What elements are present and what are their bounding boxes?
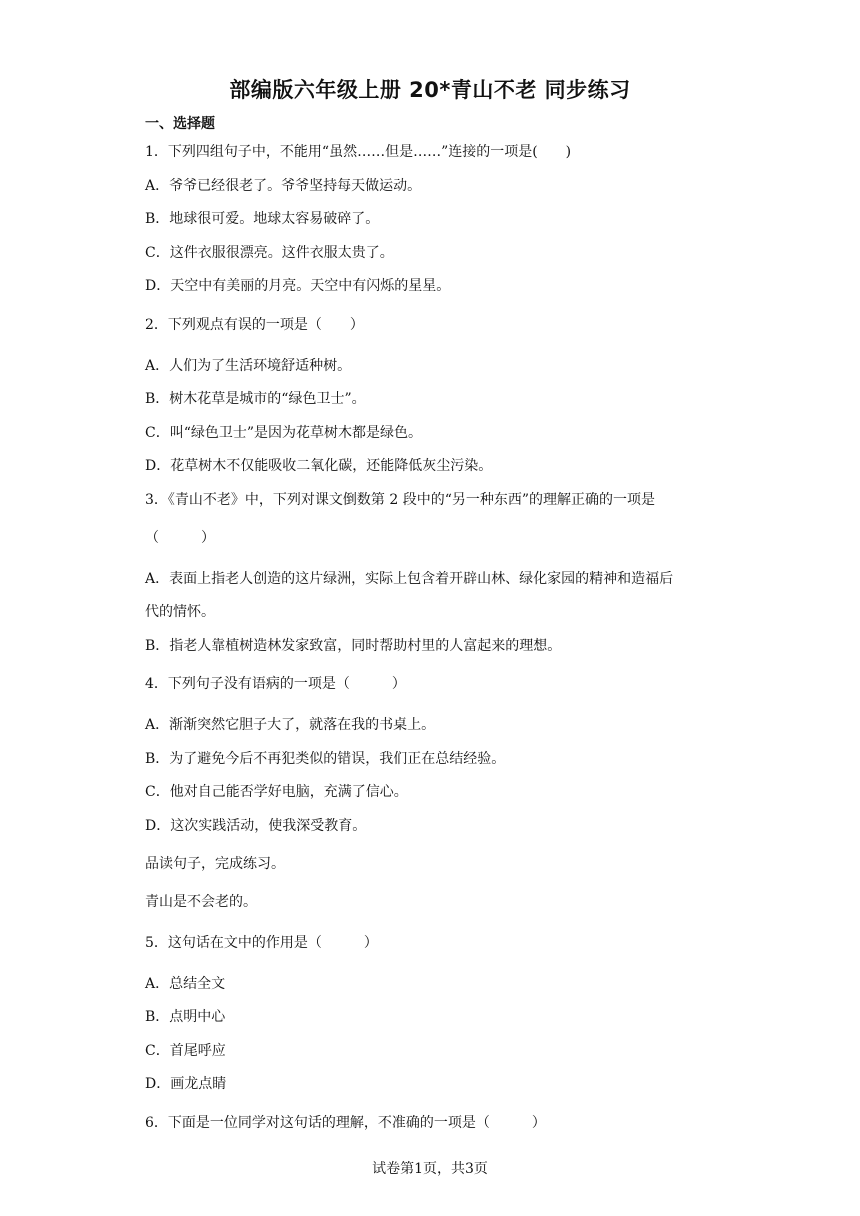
q5-option-b: B．点明中心: [145, 1009, 226, 1025]
q4-option-a: A．渐渐突然它胆子大了，就落在我的书桌上。: [145, 717, 436, 733]
question-3-blank: （ ）: [145, 530, 215, 546]
q5-option-a: A．总结全文: [145, 976, 226, 992]
question-2: 2．下列观点有误的一项是（ ）: [145, 317, 364, 333]
q5-option-c: C．首尾呼应: [145, 1043, 226, 1059]
q2-option-d: D．花草树木不仅能吸收二氧化碳，还能降低灰尘污染。: [145, 458, 493, 474]
page-footer: 试卷第1页，共3页: [372, 1161, 488, 1177]
q2-option-a: A．人们为了生活环境舒适种树。: [145, 358, 352, 374]
q2-option-b: B．树木花草是城市的“绿色卫士”。: [145, 391, 366, 407]
q3-option-a-cont: 代的情怀。: [145, 604, 215, 620]
q1-option-a: A．爷爷已经很老了。爷爷坚持每天做运动。: [145, 178, 422, 194]
q3-option-a: A．表面上指老人创造的这片绿洲，实际上包含着开辟山林、绿化家园的精神和造福后: [145, 571, 674, 587]
question-4: 4．下列句子没有语病的一项是（ ）: [145, 676, 406, 692]
reading-instruction: 品读句子，完成练习。: [145, 856, 285, 872]
question-3: 3．《青山不老》中，下列对课文倒数第 2 段中的“另一种东西”的理解正确的一项是: [145, 492, 656, 508]
page-title: 部编版六年级上册 20*青山不老 同步练习: [229, 78, 631, 102]
question-1: 1．下列四组句子中，不能用“虽然……但是……”连接的一项是( ): [145, 144, 572, 160]
q3-option-b: B．指老人靠植树造林发家致富，同时帮助村里的人富起来的理想。: [145, 638, 562, 654]
q4-option-b: B．为了避免今后不再犯类似的错误，我们正在总结经验。: [145, 751, 506, 767]
reading-sentence: 青山是不会老的。: [145, 894, 257, 910]
section-heading: 一、选择题: [145, 116, 215, 132]
question-6: 6．下面是一位同学对这句话的理解，不准确的一项是（ ）: [145, 1115, 546, 1131]
q4-option-c: C．他对自己能否学好电脑，充满了信心。: [145, 784, 408, 800]
q4-option-d: D．这次实践活动，使我深受教育。: [145, 818, 367, 834]
q1-option-b: B．地球很可爱。地球太容易破碎了。: [145, 211, 380, 227]
q1-option-c: C．这件衣服很漂亮。这件衣服太贵了。: [145, 245, 394, 261]
q5-option-d: D．画龙点睛: [145, 1076, 227, 1092]
question-5: 5．这句话在文中的作用是（ ）: [145, 935, 378, 951]
q2-option-c: C．叫“绿色卫士”是因为花草树木都是绿色。: [145, 425, 423, 441]
q1-option-d: D．天空中有美丽的月亮。天空中有闪烁的星星。: [145, 278, 451, 294]
